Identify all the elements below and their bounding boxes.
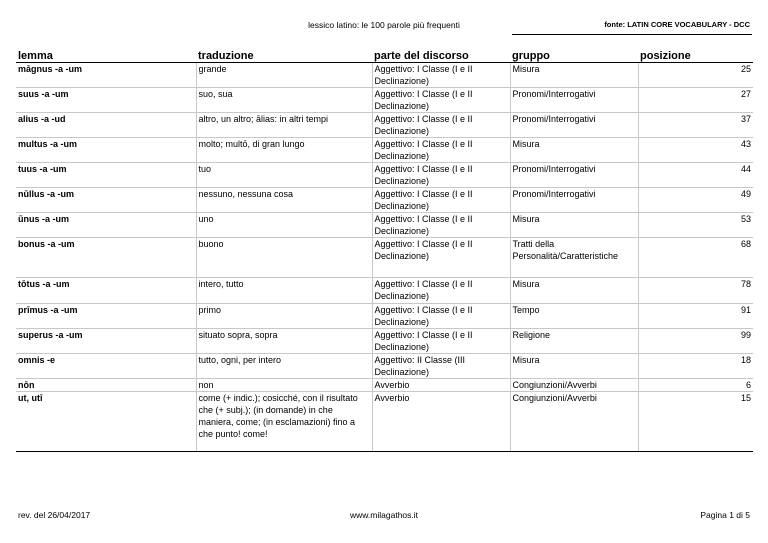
- table-row: [16, 304, 753, 329]
- cell-posizione: 15: [638, 392, 753, 452]
- source-note: fonte: LATIN CORE VOCABULARY - DCC: [604, 20, 750, 29]
- table-row: [16, 63, 753, 88]
- cell-traduzione: suo, sua: [196, 88, 372, 113]
- column-header-traduzione: traduzione: [196, 48, 372, 63]
- cell-traduzione: come (+ indic.); cosicché, con il risultato che (+ subj.); (in domande) in che maniera, come; (in esclamazioni) fino a che punto! come!: [196, 392, 372, 452]
- cell-traduzione: altro, un altro; ālias: in altri tempi: [196, 113, 372, 138]
- cell-lemma: bonus -a -um: [16, 238, 196, 278]
- cell-lemma: prīmus -a -um: [16, 304, 196, 329]
- website: www.milagathos.it: [349, 510, 419, 520]
- cell-posizione: 27: [638, 88, 753, 113]
- cell-posizione: 37: [638, 113, 753, 138]
- cell-traduzione: buono: [196, 238, 372, 278]
- cell-parte: Avverbio: [372, 379, 510, 392]
- table-row: [16, 163, 753, 188]
- cell-traduzione: situato sopra, sopra: [196, 329, 372, 354]
- table-row: [16, 138, 753, 163]
- column-header-gruppo: gruppo: [510, 48, 638, 63]
- table-body: [16, 63, 753, 452]
- cell-posizione: 68: [638, 238, 753, 278]
- cell-parte: Aggettivo: I Classe (I e II Declinazione): [372, 113, 510, 138]
- cell-gruppo: Pronomi/Interrogativi: [510, 188, 638, 213]
- cell-parte: Avverbio: [372, 392, 510, 452]
- cell-traduzione: molto; multō, di gran lungo: [196, 138, 372, 163]
- document-title: lessico latino: le 100 parole più frequenti: [308, 20, 460, 30]
- cell-parte: Aggettivo: I Classe (I e II Declinazione): [372, 278, 510, 304]
- cell-parte: Aggettivo: I Classe (I e II Declinazione): [372, 163, 510, 188]
- page-number: Pagina 1 di 5: [700, 510, 750, 520]
- cell-lemma: omnis -e: [16, 354, 196, 379]
- cell-lemma: multus -a -um: [16, 138, 196, 163]
- cell-posizione: 43: [638, 138, 753, 163]
- vocabulary-table: [16, 48, 753, 452]
- table-row: [16, 354, 753, 379]
- table-row: [16, 238, 753, 278]
- cell-posizione: 6: [638, 379, 753, 392]
- cell-traduzione: intero, tutto: [196, 278, 372, 304]
- cell-gruppo: Pronomi/Interrogativi: [510, 163, 638, 188]
- table-row: [16, 278, 753, 304]
- cell-gruppo: Religione: [510, 329, 638, 354]
- cell-parte: Aggettivo: I Classe (I e II Declinazione): [372, 88, 510, 113]
- table-row: [16, 379, 753, 392]
- cell-gruppo: Congiunzioni/Avverbi: [510, 379, 638, 392]
- cell-gruppo: Misura: [510, 138, 638, 163]
- column-header-posizione: posizione: [638, 48, 753, 63]
- cell-lemma: tōtus -a -um: [16, 278, 196, 304]
- cell-lemma: ūnus -a -um: [16, 213, 196, 238]
- table-row: [16, 188, 753, 213]
- cell-parte: Aggettivo: I Classe (I e II Declinazione): [372, 238, 510, 278]
- cell-posizione: 91: [638, 304, 753, 329]
- cell-gruppo: Tempo: [510, 304, 638, 329]
- cell-parte: Aggettivo: II Classe (III Declinazione): [372, 354, 510, 379]
- cell-posizione: 25: [638, 63, 753, 88]
- cell-parte: Aggettivo: I Classe (I e II Declinazione): [372, 329, 510, 354]
- table-header-row: [16, 48, 753, 63]
- cell-gruppo: Misura: [510, 278, 638, 304]
- table-row: [16, 213, 753, 238]
- cell-traduzione: primo: [196, 304, 372, 329]
- cell-traduzione: tuo: [196, 163, 372, 188]
- table-row: [16, 88, 753, 113]
- cell-gruppo: Pronomi/Interrogativi: [510, 88, 638, 113]
- cell-gruppo: Tratti della Personalità/Caratteristiche: [510, 238, 638, 278]
- header-rule: [512, 34, 752, 35]
- cell-gruppo: Pronomi/Interrogativi: [510, 113, 638, 138]
- revision-date: rev. del 26/04/2017: [18, 510, 91, 520]
- cell-lemma: nūllus -a -um: [16, 188, 196, 213]
- table-row: [16, 329, 753, 354]
- cell-gruppo: Misura: [510, 354, 638, 379]
- cell-traduzione: uno: [196, 213, 372, 238]
- cell-gruppo: Congiunzioni/Avverbi: [510, 392, 638, 452]
- cell-lemma: nōn: [16, 379, 196, 392]
- cell-posizione: 18: [638, 354, 753, 379]
- cell-lemma: ut, utī: [16, 392, 196, 452]
- cell-gruppo: Misura: [510, 63, 638, 88]
- table-row: [16, 113, 753, 138]
- cell-parte: Aggettivo: I Classe (I e II Declinazione): [372, 188, 510, 213]
- cell-gruppo: Misura: [510, 213, 638, 238]
- cell-parte: Aggettivo: I Classe (I e II Declinazione): [372, 138, 510, 163]
- cell-posizione: 49: [638, 188, 753, 213]
- cell-posizione: 99: [638, 329, 753, 354]
- cell-parte: Aggettivo: I Classe (I e II Declinazione): [372, 63, 510, 88]
- cell-parte: Aggettivo: I Classe (I e II Declinazione): [372, 213, 510, 238]
- cell-lemma: māgnus -a -um: [16, 63, 196, 88]
- cell-traduzione: non: [196, 379, 372, 392]
- cell-posizione: 53: [638, 213, 753, 238]
- cell-parte: Aggettivo: I Classe (I e II Declinazione): [372, 304, 510, 329]
- column-header-lemma: lemma: [16, 48, 196, 63]
- cell-posizione: 78: [638, 278, 753, 304]
- cell-posizione: 44: [638, 163, 753, 188]
- cell-lemma: superus -a -um: [16, 329, 196, 354]
- cell-lemma: suus -a -um: [16, 88, 196, 113]
- cell-lemma: alius -a -ud: [16, 113, 196, 138]
- cell-traduzione: grande: [196, 63, 372, 88]
- cell-lemma: tuus -a -um: [16, 163, 196, 188]
- table-row: [16, 392, 753, 452]
- cell-traduzione: nessuno, nessuna cosa: [196, 188, 372, 213]
- column-header-parte: parte del discorso: [372, 48, 510, 63]
- cell-traduzione: tutto, ogni, per intero: [196, 354, 372, 379]
